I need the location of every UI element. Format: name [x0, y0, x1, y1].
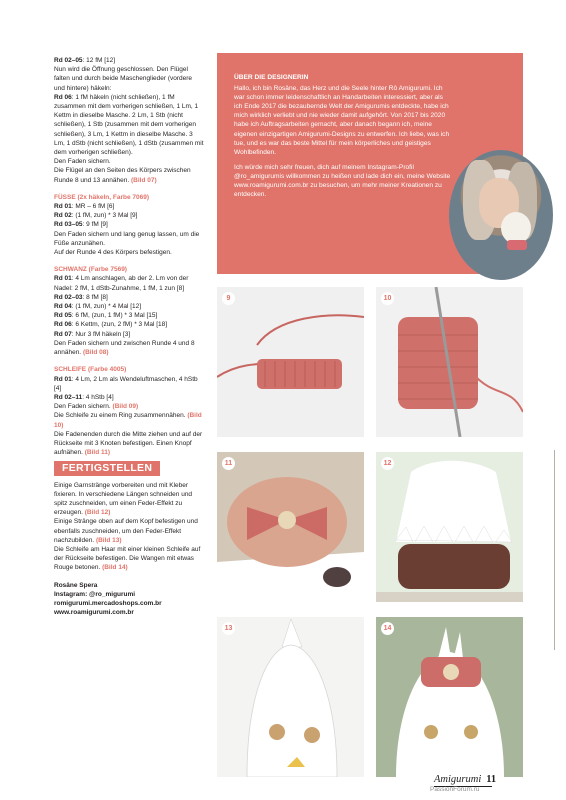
designer-intro: Hallo, ich bin Rosâne, das Herz und die Seele hinter Rô Amigurumi. Ich war schon immer leidenschaftlich an Handarbeiten interessiert, aber als ich Ende 2017 die bezaubernde Welt der Amigurumis entdeckte, habe ich mich wirklich verliebt und nie wieder damit aufgehört. Von 2017 bis 2020 habe ich Auftragsarbeiten gemacht, aber danach begann ich, meine eigenen einzigartigen Amigurumi-Designs zu entwerfen. Ich liebe, was ich tue, und es war das beste Mittel für mein körperliches und geistiges Wohlbefinden. — [234, 85, 450, 156]
section-title: SCHWANZ — [54, 266, 87, 274]
photo-10 — [376, 287, 523, 437]
photo-13 — [217, 617, 364, 777]
photo-9 — [217, 287, 364, 437]
photo-12-image — [376, 452, 523, 602]
photo-number: 14 — [381, 622, 394, 635]
photo-11 — [217, 452, 364, 602]
photo-9-image — [217, 287, 364, 437]
fuesse-section: FÜSSE (2x häkeln, Farbe 7069) Rd 01: MR – 6 fM [6] Rd 02: (1 fM, zun) * 3 Mal [9] Rd 03–05: 9 fM [9] Den Faden sichern und lang genug lassen, um die Füße anzunähen. Auf der Runde 4 des Körpers befestigen. — [54, 193, 200, 257]
schleife-section: SCHLEIFE (Farbe 4005) Rd 01: 4 Lm, 2 Lm als Wendeluftmaschen, 4 hStb [4] Rd 02–11: 4 hStb [4] Den Faden sichern. (Bild 09) Die Schleife zu einem Ring zusammennähen. (Bild 10) Die Fadenenden durch die Mitte ziehen und auf der Rückseite mit 3 Knoten befestigen. Einen Knopf aufnähen. (Bild 11) — [54, 366, 203, 457]
magazine-name: Amigurumi — [434, 774, 482, 785]
author-credits: Rosâne Spera Instagram: @ro_migurumi romigurumi.mercadoshops.com.br www.roamigurumi.com.br — [54, 581, 162, 617]
fertigstellen-section: Einige Garnstränge vorbereiten und mit Kleber fixieren. In verschiedene Längen schneiden und spitz zuschneiden, um einen Feder-Effekt zu erzeugen. (Bild 12) Einige Stränge oben auf dem Kopf befestigen und ebenfalls zuschneiden, um den Feder-Effekt nachzubilden. (Bild 13) Die Schleife am Haar mit einer kleinen Schleife auf der Rückseite befestigen. Die Wangen mit etwas Rouge betonen. (Bild 14) — [54, 481, 201, 572]
photo-12 — [376, 452, 523, 602]
photo-number: 13 — [222, 622, 235, 635]
photo-11-image — [217, 452, 364, 602]
photo-number: 9 — [222, 292, 235, 305]
designer-portrait — [449, 150, 553, 280]
section-title: SCHLEIFE — [54, 366, 87, 374]
wing-section: Rd 02–05: 12 fM [12] Nun wird die Öffnung geschlossen. Den Flügel falten und durch beide Maschenglieder (vordere und hintere) häkeln: Rd 06: 1 fM häkeln (nicht schließen), 1 fM zusammen mit dem vorherigen schließen, 1 Lm, 1 Kettm in dieselbe Masche. 2 Lm, 1 Stb (nicht schließen), 1 Stb (zusammen mit dem vorherigen schließen), 3 Lm, 1 Kettm in dieselbe Masche. 3 Lm, 1 dStb (nicht schließen), 1 dStb (zusammen mit dem vorherigen schließen). Den Faden sichern. Die Flügel an den Seiten des Körpers zwischen Runde 8 und 13 annähen. (Bild 07) — [54, 57, 204, 184]
designer-invitation: Ich würde mich sehr freuen, dich auf meinem Instagram-Profil @ro_amigurumis willkommen zu heißen und lade dich ein, meine Website www.roamigurumi.com.br zu besuchen, um mehr meiner Kreationen zu entdecken. — [234, 163, 451, 199]
photo-number: 11 — [222, 457, 235, 470]
page-number: 11 — [486, 774, 497, 785]
section-title: FÜSSE — [54, 193, 76, 201]
designer-heading: ÜBER DIE DESIGNERIN — [234, 74, 309, 81]
fertigstellen-heading: FERTIGSTELLEN — [54, 461, 160, 475]
schwanz-section: SCHWANZ (Farbe 7569) Rd 01: 4 Lm anschlagen, ab der 2. Lm von der Nadel: 2 fM, 1 dStb-Zunahme, 1 fM, 1 zun [8] Rd 02–03: 8 fM [8] Rd 04: (1 fM, zun) * 4 Mal [12] Rd 05: 6 fM, (zun, 1 fM) * 3 Mal [15] Rd 06: 6 Kettm, (zun, 2 fM) * 3 Mal [18] Rd 07: Nur 3 fM häkeln [3] Den Faden sichern und zwischen Runde 4 und 8 annähen. (Bild 08) — [54, 266, 195, 357]
photo-14 — [376, 617, 523, 777]
page-footer — [434, 773, 496, 785]
page-edge-line — [554, 450, 555, 650]
photo-number: 10 — [381, 292, 394, 305]
instructions-column — [54, 56, 204, 617]
photo-13-image — [217, 617, 364, 777]
watermark: PassionForum.ru — [430, 786, 480, 793]
photo-10-image — [376, 287, 523, 437]
photo-14-image — [376, 617, 523, 777]
photo-number: 12 — [381, 457, 394, 470]
